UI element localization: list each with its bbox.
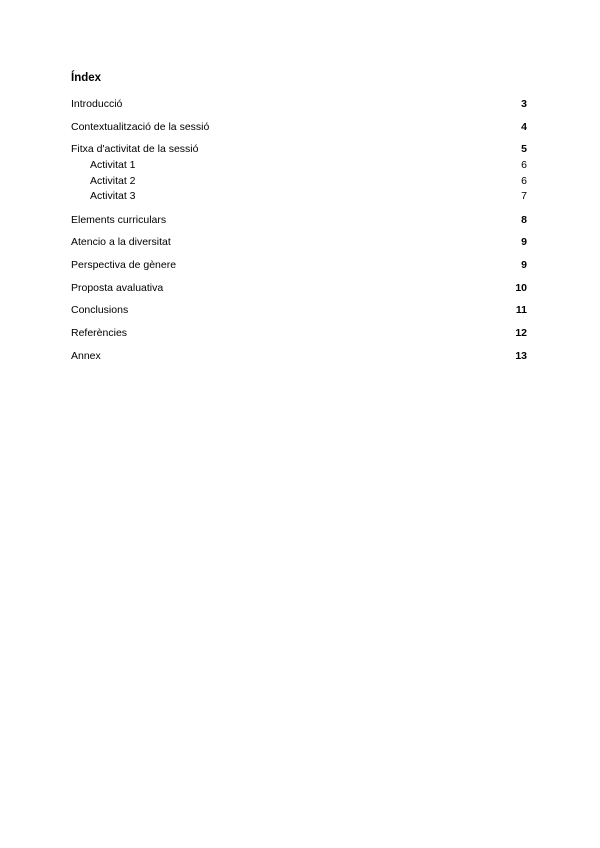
toc-entry-page-number: 4 xyxy=(521,120,527,133)
toc-entry-page-number: 3 xyxy=(521,98,527,110)
toc-subentry-label: Activitat 1 xyxy=(90,159,136,172)
toc-entry-page-number: 9 xyxy=(521,258,527,271)
toc-subentry-activitat-3[interactable] xyxy=(71,189,527,205)
toc-subentry-activitat-2[interactable] xyxy=(71,174,527,190)
toc-entry-proposta-avaluativa[interactable] xyxy=(71,281,527,296)
toc-entry-atencio-diversitat[interactable] xyxy=(71,235,527,250)
toc-entry-label: Referències xyxy=(71,327,128,339)
toc-entry-page-number: 5 xyxy=(521,143,527,156)
toc-entry-page-number: 9 xyxy=(521,236,527,249)
toc-entry-page-number: 8 xyxy=(521,213,527,226)
toc-subentry-page-number: 6 xyxy=(521,159,527,172)
toc-entry-page-number: 10 xyxy=(515,281,527,294)
toc-entry-contextualitzacio[interactable] xyxy=(71,120,527,135)
toc-entry-fitxa-activitat[interactable] xyxy=(71,142,527,157)
toc-subentry-label: Activitat 3 xyxy=(90,190,136,203)
toc-entry-page-number: 12 xyxy=(515,327,527,339)
toc-entry-label: Introducció xyxy=(71,98,123,110)
toc-entry-elements-curriculars[interactable] xyxy=(71,213,527,228)
toc-entry-label: Perspectiva de gènere xyxy=(71,258,177,271)
toc-entry-annex[interactable] xyxy=(71,349,527,364)
toc-entry-label: Conclusions xyxy=(71,304,129,317)
toc-entry-label: Atencio a la diversitat xyxy=(71,236,171,249)
toc-entry-label: Elements curriculars xyxy=(71,213,167,226)
toc-title: Índex xyxy=(71,72,102,84)
toc-entry-label: Annex xyxy=(71,349,101,362)
table-of-contents xyxy=(71,97,527,371)
toc-subentry-activitat-1[interactable] xyxy=(71,158,527,174)
toc-entry-introduccio[interactable] xyxy=(71,97,527,112)
toc-entry-perspectiva-genere[interactable] xyxy=(71,258,527,273)
toc-subentry-label: Activitat 2 xyxy=(90,174,136,187)
toc-subentry-page-number: 6 xyxy=(521,174,527,187)
toc-entry-conclusions[interactable] xyxy=(71,303,527,318)
toc-entry-label: Contextualització de la sessió xyxy=(71,120,210,133)
toc-entry-label: Fitxa d'activitat de la sessió xyxy=(71,143,199,156)
toc-entry-referencies[interactable] xyxy=(71,326,527,341)
toc-entry-page-number: 11 xyxy=(515,304,527,317)
toc-subentry-page-number: 7 xyxy=(521,190,527,203)
toc-entry-page-number: 13 xyxy=(515,349,527,362)
toc-entry-label: Proposta avaluativa xyxy=(71,281,164,294)
